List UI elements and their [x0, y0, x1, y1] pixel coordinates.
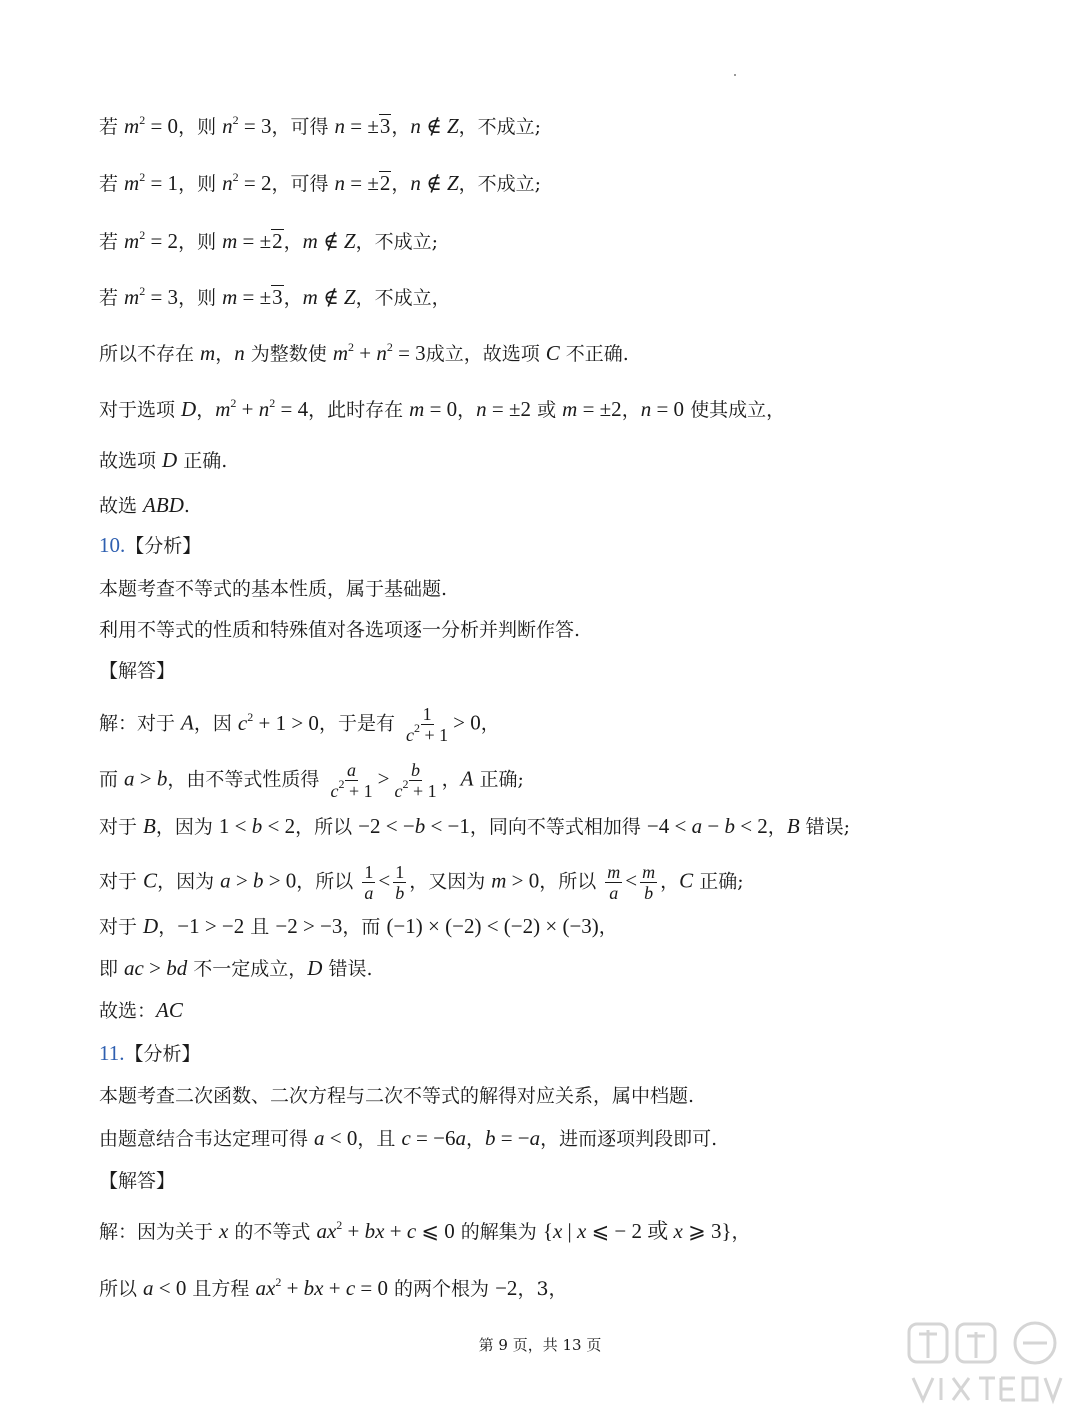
line-m2-3: 若 $m^2 = 3$，则 m = ±3，m ∉ Z，不成立， — [99, 284, 451, 309]
q10-option-a-2: 而 a > b，由不等式性质得 $\frac{a}{c^2 + 1}$ > $\frac{b}{c^2 + 1}$ ，A 正确; — [99, 760, 524, 801]
q11-solution-1: 解：因为关于 x 的不等式 $ax^2$ + bx + c ⩽ 0 的解集为 {x | x ⩽ − 2 或 x ⩾ 3}， — [99, 1218, 751, 1243]
q10-analysis-1: 本题考查不等式的基本性质，属于基础题. — [99, 578, 448, 600]
q10-option-c: 对于 C，因为 a > b > 0，所以 $\frac{1}{a}$ < $\frac{1}{b}$ ，又因为 m > 0，所以 $\frac{m}{a}$ < $\frac{m}{b}$ ，C 正确; — [99, 862, 744, 903]
line-conclusion-c: 所以不存在 m，n 为整数使 $m^2 + n^2 = 3$成立，故选项 C 不正确. — [99, 340, 629, 365]
question-10-header: 10.【分析】 — [99, 533, 202, 557]
line-m2-2: 若 $m^2 = 2$，则 m = ±2，m ∉ Z，不成立; — [99, 228, 438, 253]
q10-option-b: 对于 B，因为 1 < b < 2，所以 −2 < −b < −1，同向不等式相加得 −4 < a − b < 2，B 错误; — [99, 814, 851, 838]
q11-analysis-1: 本题考查二次函数、二次方程与二次不等式的解得对应关系，属中档题. — [99, 1085, 695, 1107]
q10-d-conclusion: 即 ac > bd 不一定成立，D 错误. — [99, 956, 373, 980]
line-m2-0: 若 $m^2 = 0$，则 $n^2 = 3$，可得 n = ±3，n ∉ Z，不成立; — [99, 113, 542, 138]
q11-solution-2: 所以 a < 0 且方程 $ax^2$ + bx + c = 0 的两个根为 −2，3， — [99, 1275, 568, 1300]
question-11-header: 11.【分析】 — [99, 1041, 201, 1065]
watermark-logo — [905, 1316, 1075, 1408]
q10-answer-header: 【解答】 — [99, 660, 176, 682]
line-m2-1: 若 $m^2 = 1$，则 $n^2 = 2$，可得 n = ±2，n ∉ Z，不成立; — [99, 170, 542, 195]
q10-analysis-2: 利用不等式的性质和特殊值对各选项逐一分析并判断作答. — [99, 619, 581, 641]
line-choose-abd: 故选 ABD. — [99, 493, 190, 517]
line-option-d: 对于选项 D，$m^2 + n^2 = 4$，此时存在 m = 0，n = ±2 或 m = ±2，n = 0 使其成立， — [99, 396, 786, 421]
q10-option-d: 对于 D，−1 > −2 且 −2 > −3，而 (−1) × (−2) < (−2) × (−3)， — [99, 914, 618, 938]
q11-analysis-2: 由题意结合韦达定理可得 a < 0，且 c = −6a，b = −a，进而逐项判段即可. — [99, 1126, 718, 1150]
line-d-correct: 故选项 D 正确. — [99, 448, 228, 472]
q10-option-a-1: 解：对于 A，因 $c^2 + 1 > 0$，于是有 $\frac{1}{c^2 + 1}$ > 0， — [99, 704, 500, 745]
corner-dot — [734, 74, 736, 76]
page-footer: 第 9 页，共 13 页 — [478, 1336, 602, 1354]
q10-choose: 故选：AC — [99, 998, 183, 1022]
q11-answer-header: 【解答】 — [99, 1170, 176, 1192]
